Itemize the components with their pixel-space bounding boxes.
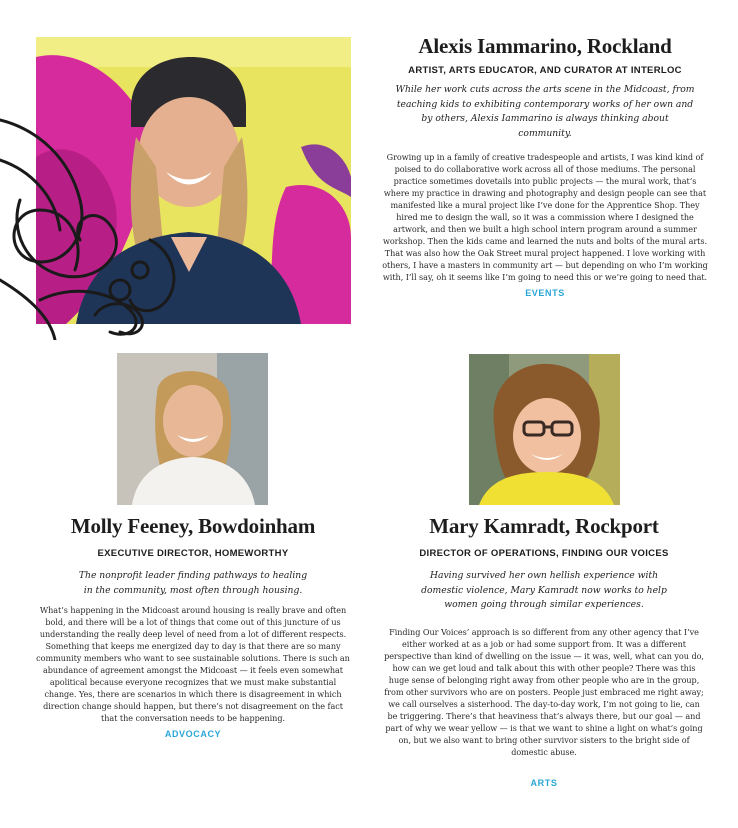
profile-title: DIRECTOR OF OPERATIONS, FINDING OUR VOICES: [419, 548, 669, 559]
profile-dek: Having survived her own hellish experience with domestic violence, Mary Kamradt now works to help women going through similar experiences.: [421, 570, 667, 610]
profile-name: Molly Feeney, Bowdoinham: [70, 514, 316, 538]
decorative-swirl-icon: [0, 100, 200, 340]
profile-dek: The nonprofit leader finding pathways to healing in the community, most often through housing.: [78, 570, 308, 596]
profile-body: What’s happening in the Midcoast around housing is really brave and often bold, and there will be a lot of things that come out of this juncture of us understanding the really deep level of need from a lot of different respects. Something that keeps me energized day to day is that there are so many community members who want to see sustainable solutions. There is such an abundance of agreement amongst the Midcoast — it feels even somewhat apolitical because everyone recognizes that we must make substantial change. Yes, there are scenarios in which there is disagreement in which direction change should happen, but there’s not disagreement on the fact that the conversation needs to be happening.: [36, 605, 350, 723]
category-link-advocacy[interactable]: ADVOCACY: [164, 729, 222, 739]
portrait-mary: [469, 354, 620, 505]
profile-name: Alexis Iammarino, Rockland: [418, 34, 672, 58]
portrait-molly: [117, 353, 268, 505]
profile-title: EXECUTIVE DIRECTOR, HOMEWORTHY: [97, 548, 289, 559]
category-link-events[interactable]: EVENTS: [525, 288, 565, 298]
profile-name: Mary Kamradt, Rockport: [429, 514, 659, 538]
profile-body: Finding Our Voices’ approach is so different from any other agency that I’ve either worked at as a job or had some support from. It was a different perspective than kind of dwelling on the issue — it was, well, what can you do, how can we get loud and talk about this with other people? There was this huge sense of belonging right away from other people who are in the group, from other survivors who are on posters. People just embraced me right away; we call ourselves a sisterhood. The day-to-day work, I’m not going to lie, can be triggering. There’s that heaviness that’s always there, but our goal — and part of why we wear yellow — is that we want to shine a light on what’s going on, but we also want to bring other survivor sisters to the bright side of domestic abuse.: [384, 626, 704, 757]
profile-dek: While her work cuts across the arts scene in the Midcoast, from teaching kids to exhibiting contemporary works of her own and by others, Alexis Iammarino is always thinking about community.: [395, 84, 695, 139]
profile-title: ARTIST, ARTS EDUCATOR, AND CURATOR AT INTERLOC: [408, 65, 682, 76]
profile-body: Growing up in a family of creative tradespeople and artists, I was kind kind of poised to do collaborative work across all of those mediums. The personal practice sometimes dovetails into public projects — the mural work, that’s where my practice in drawing and photography and design people can see that manifested like a mural project like I’ve done for the Apprentice Shop. They hired me to design the wall, so it was a commission where I designed the artwork, and then we built a high school intern program around a summer workshop. Then the kids came and learned the nuts and bolts of the mural arts. That was also how the Oak Street mural project happened. I love working with others, I have a masters in community art — but depending on who I’m working with, I’ll say, oh it seems like I’m going to need this or we’re going to need that.: [382, 152, 708, 282]
category-link-arts[interactable]: ARTS: [530, 777, 558, 788]
profile-alexis: [380, 33, 710, 299]
profile-mary: [384, 513, 704, 789]
profile-molly: [34, 513, 352, 740]
